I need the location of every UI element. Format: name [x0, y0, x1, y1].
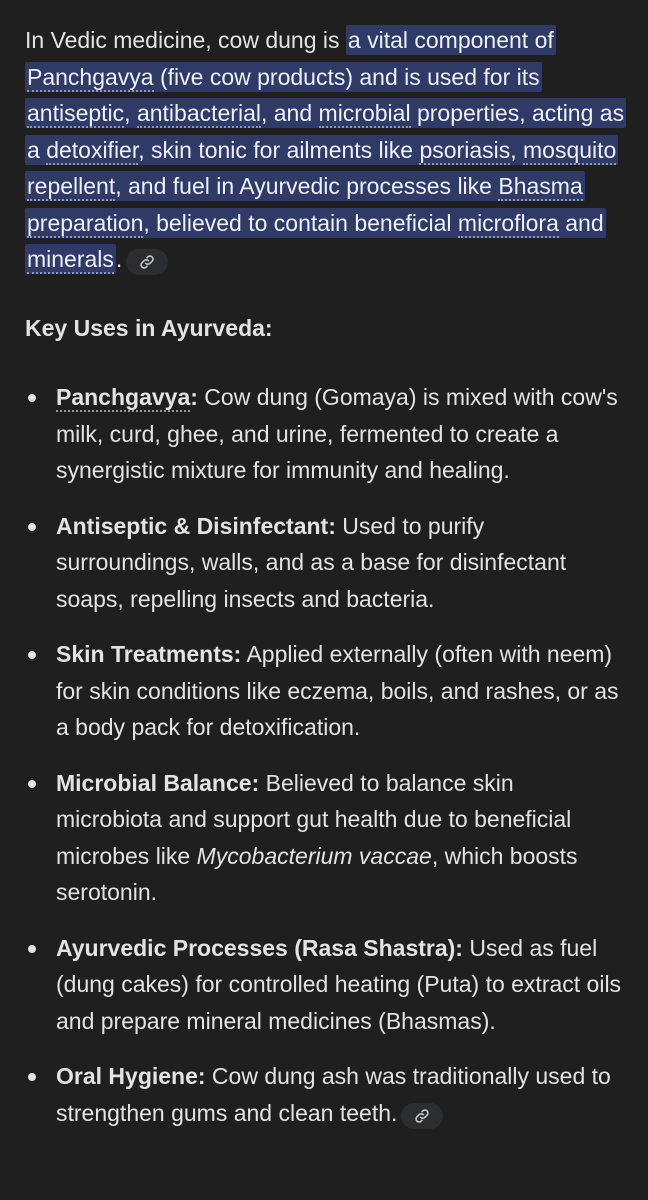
hl-text: a vital component of — [347, 27, 554, 53]
term-minerals[interactable]: minerals — [27, 246, 114, 272]
term-antiseptic[interactable]: antiseptic — [27, 100, 125, 126]
intro-paragraph — [25, 22, 625, 278]
list-item — [25, 636, 625, 746]
term-colon: : — [190, 384, 198, 410]
hl-text: properties, acting as a — [27, 100, 625, 163]
term-panchgavya[interactable]: Panchgavya — [27, 63, 154, 90]
bullet-dot — [28, 945, 36, 953]
bullet-dot — [28, 780, 36, 788]
term-panchgavya-link[interactable]: Panchgavya — [56, 384, 191, 410]
link-icon — [414, 1108, 430, 1124]
item-text: Cow dung (Gomaya) is mixed with cow's milk, curd, ghee, and urine, fermented to create a synergistic mixture for immunity and healing. — [56, 384, 618, 483]
item-term: Microbial Balance: — [56, 769, 260, 796]
item-term: Ayurvedic Processes (Rasa Shastra): — [56, 934, 463, 961]
source-link-button[interactable] — [401, 1103, 443, 1129]
source-link-button[interactable] — [126, 249, 168, 275]
hl-text: , skin tonic for ailments like — [138, 136, 420, 163]
response-body — [25, 22, 625, 1150]
term-antibacterial[interactable]: antibacterial — [136, 100, 261, 126]
item-text: Cow dung ash was traditionally used to strengthen gums and clean teeth. — [56, 1063, 611, 1126]
item-text: Applied externally (often with neem) for skin conditions like eczema, boils, and rashes, or as a body pack for detoxification. — [56, 641, 619, 740]
hl-text: , believed to contain beneficial — [143, 209, 458, 236]
section-heading: Key Uses in Ayurveda: — [25, 314, 273, 341]
highlighted-passage[interactable] — [25, 25, 626, 274]
item-text-2: , which boosts serotonin. — [56, 842, 578, 905]
term-bhasma-preparation[interactable]: Bhasma preparation — [27, 173, 583, 236]
term-microbial[interactable]: microbial — [318, 100, 411, 126]
bullet-dot — [28, 651, 36, 659]
bullet-dot — [28, 394, 36, 402]
item-term: Skin Treatments: — [56, 641, 242, 667]
item-text: Used to purify surroundings, walls, and as a base for disinfectant soaps, repelling insects and bacteria. — [56, 512, 567, 612]
bullet-dot — [28, 523, 36, 531]
hl-text: , — [124, 100, 137, 126]
list-item — [25, 1058, 625, 1131]
hl-text: , — [510, 136, 524, 163]
item-term — [56, 384, 198, 412]
intro-suffix: . — [115, 246, 123, 272]
link-icon — [139, 254, 155, 270]
hl-text: , and fuel in Ayurvedic processes like — [115, 173, 499, 199]
item-text: Used as fuel (dung cakes) for controlled heating (Puta) to extract oils and prepare mineral medicines (Bhasmas). — [56, 934, 622, 1034]
term-detoxifier[interactable]: detoxifier — [46, 136, 139, 163]
list-item — [25, 930, 625, 1040]
term-mosquito-repellent[interactable]: mosquito repellent — [27, 136, 617, 199]
intro-prefix: In Vedic medicine, cow dung is — [25, 27, 346, 53]
hl-text: (five cow products) and is used for its — [153, 63, 540, 90]
hl-text: and — [558, 209, 604, 236]
item-term: Antiseptic & Disinfectant: — [56, 512, 336, 539]
item-italic: Mycobacterium vaccae — [196, 842, 432, 869]
list-item — [25, 765, 625, 911]
item-text: Believed to balance skin microbiota and support gut health due to beneficial microbes like — [56, 769, 572, 869]
term-psoriasis[interactable]: psoriasis — [419, 136, 511, 163]
hl-text: , and — [260, 100, 319, 126]
item-term: Oral Hygiene: — [56, 1063, 206, 1089]
list-item — [25, 508, 625, 618]
bullet-dot — [28, 1073, 36, 1081]
list-item — [25, 379, 625, 489]
term-microflora[interactable]: microflora — [457, 209, 559, 236]
uses-list — [25, 379, 625, 1131]
